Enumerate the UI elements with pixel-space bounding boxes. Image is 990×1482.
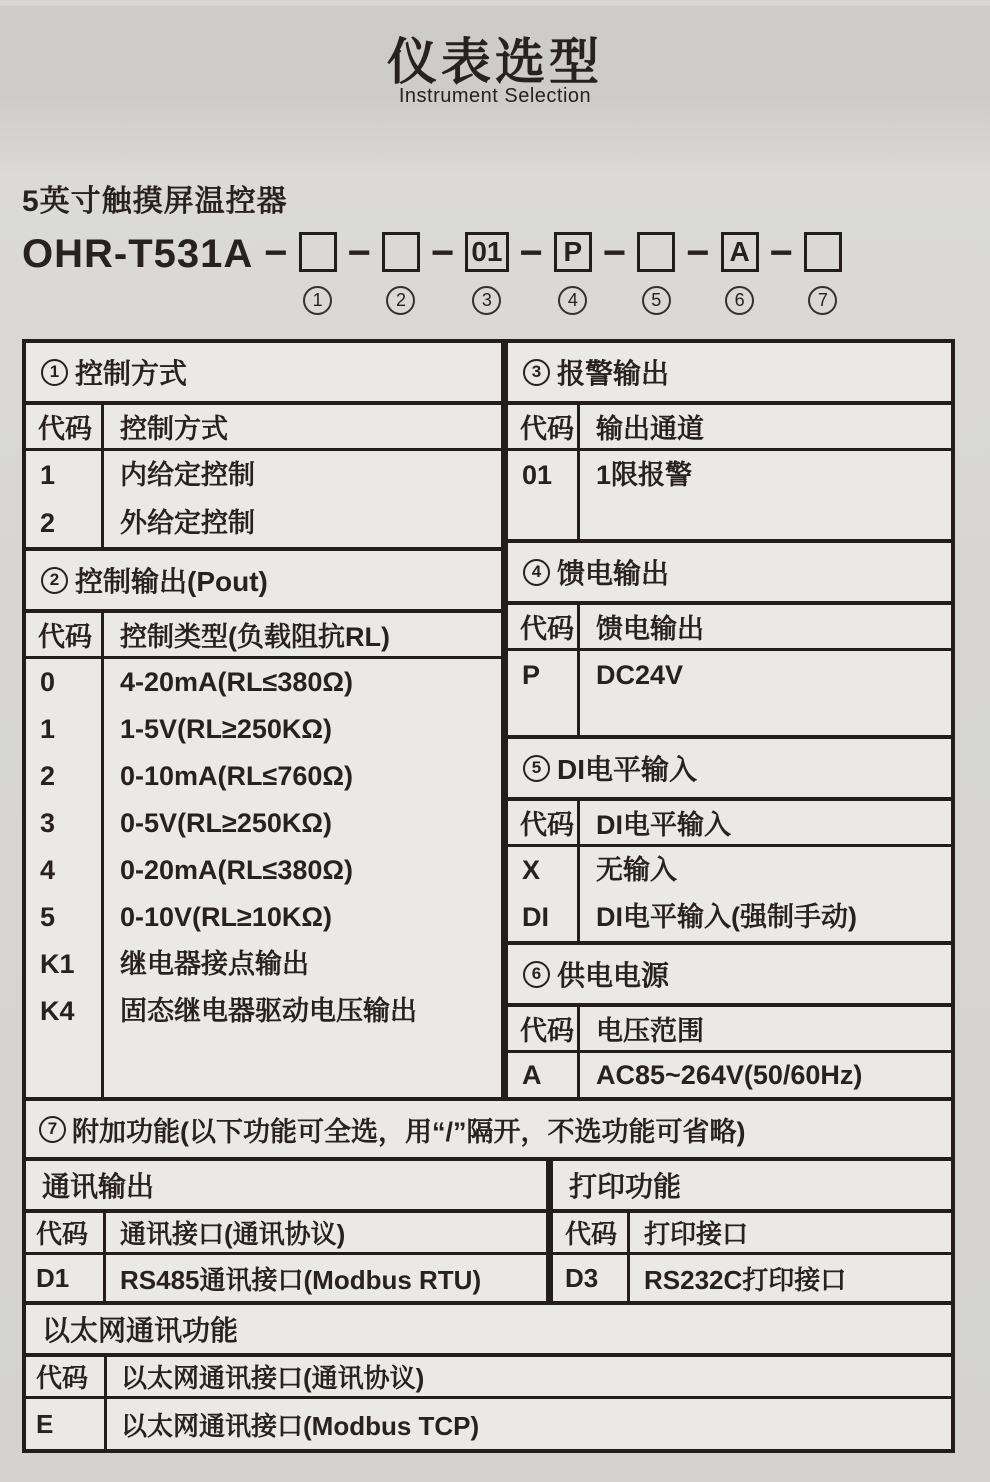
option-desc: 4-20mA(RL≤380Ω) <box>120 667 354 697</box>
option-desc: DI电平输入(强制手动) <box>596 902 857 932</box>
dash: − <box>602 231 627 275</box>
model-prefix: OHR-T531A <box>22 232 254 276</box>
section-7-title: 附加功能(以下功能可全选，用“/”隔开，不选功能可省略) <box>72 1116 746 1147</box>
option-desc: 无输入 <box>596 855 677 885</box>
code-value: 3 <box>40 808 56 838</box>
ethernet-block <box>26 1301 951 1449</box>
section-4-title: 馈电输出 <box>557 558 670 589</box>
code-value: A <box>522 1060 542 1090</box>
option-desc: 以太网通讯接口(Modbus TCP) <box>121 1410 480 1441</box>
option-column-header: 电压范围 <box>596 1016 704 1046</box>
option-desc: 0-5V(RL≥250KΩ) <box>120 808 333 838</box>
ethernet-band: 以太网通讯功能 <box>26 1305 951 1357</box>
code-value: 2 <box>40 508 56 538</box>
option-desc: 1限报警 <box>596 460 693 490</box>
option-desc: RS232C打印接口 <box>644 1264 847 1295</box>
slot-number-2: 2 <box>386 286 415 315</box>
model-slot-2 <box>337 232 420 315</box>
code-column-header: 代码 <box>26 1213 106 1252</box>
code-value: D1 <box>26 1255 106 1301</box>
slot-number-5: 5 <box>642 286 671 315</box>
section-7-header <box>26 1101 951 1157</box>
comm-output-row <box>26 1255 546 1301</box>
option-desc: RS485通讯接口(Modbus RTU) <box>120 1264 482 1295</box>
model-slot-box-1 <box>299 232 337 272</box>
option-column-header: 控制类型(负载阻抗RL) <box>120 622 390 652</box>
section-6-header <box>508 945 951 1003</box>
option-column-header: 控制方式 <box>120 414 228 444</box>
model-slot-box-6: A <box>721 232 759 272</box>
option-column-header: 通讯接口(通讯协议) <box>120 1219 346 1249</box>
option-desc: DC24V <box>596 660 684 690</box>
model-slot-box-5 <box>637 232 675 272</box>
dash: − <box>347 231 371 275</box>
code-value: X <box>522 855 541 885</box>
option-column-header: 馈电输出 <box>596 614 704 644</box>
code-value: D3 <box>553 1255 630 1301</box>
code-value: 1 <box>40 460 56 490</box>
circled-number-6: 6 <box>523 961 550 988</box>
option-column-header: 打印接口 <box>644 1219 749 1249</box>
code-value: 2 <box>40 761 56 791</box>
code-value: DI <box>522 902 549 932</box>
section-6-title: 供电电源 <box>557 960 670 991</box>
dash: − <box>264 231 288 275</box>
circled-number-3: 3 <box>523 359 550 386</box>
circled-number-7: 7 <box>39 1116 66 1143</box>
code-value: 1 <box>40 714 56 744</box>
model-slot-3 <box>420 232 509 315</box>
slot-number-4: 4 <box>558 286 587 315</box>
code-column-header: 代码 <box>508 605 580 648</box>
section-6-rows <box>508 1053 951 1097</box>
title-band <box>0 6 990 136</box>
slot-number-7: 7 <box>808 286 837 315</box>
dash: − <box>686 231 710 275</box>
section-2 <box>26 547 501 1097</box>
section-1-title: 控制方式 <box>75 358 188 389</box>
circled-number-5: 5 <box>523 755 550 782</box>
dash: − <box>519 231 543 275</box>
code-value: 5 <box>40 902 56 932</box>
section-2-header <box>26 551 501 609</box>
selection-table <box>22 339 955 1453</box>
code-value: 4 <box>40 855 56 885</box>
code-value: E <box>26 1399 107 1449</box>
option-column-header: 输出通道 <box>596 414 704 444</box>
page-subtitle-en: Instrument Selection <box>398 84 592 107</box>
model-slot-box-3: 01 <box>465 232 508 272</box>
page <box>0 6 990 1453</box>
section-4 <box>508 539 951 735</box>
option-desc: 继电器接点输出 <box>120 949 309 979</box>
option-desc: 0-10mA(RL≤760Ω) <box>120 761 354 791</box>
code-column-header: 代码 <box>508 1007 580 1050</box>
circled-number-4: 4 <box>523 559 550 586</box>
code-value: K1 <box>40 949 75 979</box>
model-slot-box-7 <box>804 232 842 272</box>
model-code-line <box>22 232 990 315</box>
print-function-band: 打印功能 <box>553 1161 951 1213</box>
section-4-header <box>508 543 951 601</box>
option-desc: 1-5V(RL≥250KΩ) <box>120 714 333 744</box>
slot-number-3: 3 <box>472 286 501 315</box>
code-value: 01 <box>522 460 553 490</box>
section-2-title: 控制输出(Pout) <box>75 566 268 597</box>
section-1 <box>26 343 501 547</box>
comm-output-block <box>26 1161 553 1301</box>
dash: − <box>430 231 455 275</box>
model-slot-4 <box>509 232 592 315</box>
code-value: P <box>522 660 541 690</box>
section-2-rows <box>26 659 501 1097</box>
option-desc: AC85~264V(50/60Hz) <box>596 1060 863 1090</box>
section-5-title: DI电平输入 <box>557 754 698 785</box>
model-slot-5 <box>592 232 675 315</box>
code-value: 0 <box>40 667 56 697</box>
option-desc: 0-20mA(RL≤380Ω) <box>120 855 354 885</box>
circled-number-2: 2 <box>41 567 68 594</box>
section-3 <box>508 343 951 539</box>
section-5 <box>508 735 951 941</box>
section-3-rows <box>508 451 951 539</box>
model-slot-box-2 <box>382 232 420 272</box>
ethernet-row <box>26 1399 951 1449</box>
comm-output-band: 通讯输出 <box>26 1161 546 1213</box>
option-desc: 固态继电器驱动电压输出 <box>120 996 417 1026</box>
section-1-rows <box>26 451 501 547</box>
code-column-header: 代码 <box>553 1213 630 1252</box>
model-slot-6 <box>675 232 758 315</box>
option-desc: 内给定控制 <box>120 460 255 490</box>
section-3-title: 报警输出 <box>557 358 670 389</box>
model-slot-1 <box>253 232 336 315</box>
option-desc: 0-10V(RL≥10KΩ) <box>120 902 333 932</box>
option-column-header: DI电平输入 <box>596 810 731 840</box>
slot-number-1: 1 <box>303 286 332 315</box>
option-column-header: 以太网通讯接口(通讯协议) <box>121 1363 425 1393</box>
slot-number-6: 6 <box>725 286 754 315</box>
content <box>0 176 990 1453</box>
code-column-header: 代码 <box>26 613 104 656</box>
dash: − <box>769 231 793 275</box>
product-name: 5英寸触摸屏温控器 <box>22 185 288 218</box>
model-slot-box-4: P <box>554 232 592 272</box>
code-column-header: 代码 <box>508 801 580 844</box>
section-3-header <box>508 343 951 401</box>
print-function-row <box>553 1255 951 1301</box>
section-1-header <box>26 343 501 401</box>
section-4-rows <box>508 651 951 735</box>
code-value: K4 <box>40 996 75 1026</box>
section-6 <box>508 941 951 1097</box>
section-5-header <box>508 739 951 797</box>
section-5-rows <box>508 847 951 941</box>
option-desc: 外给定控制 <box>120 508 255 538</box>
code-column-header: 代码 <box>26 1357 107 1396</box>
model-slot-7 <box>759 232 842 315</box>
section-7 <box>26 1097 951 1449</box>
circled-number-1: 1 <box>41 359 68 386</box>
print-function-block <box>553 1161 951 1301</box>
code-column-header: 代码 <box>508 405 580 448</box>
code-column-header: 代码 <box>26 405 104 448</box>
page-title: 仪表选型 <box>387 33 603 90</box>
